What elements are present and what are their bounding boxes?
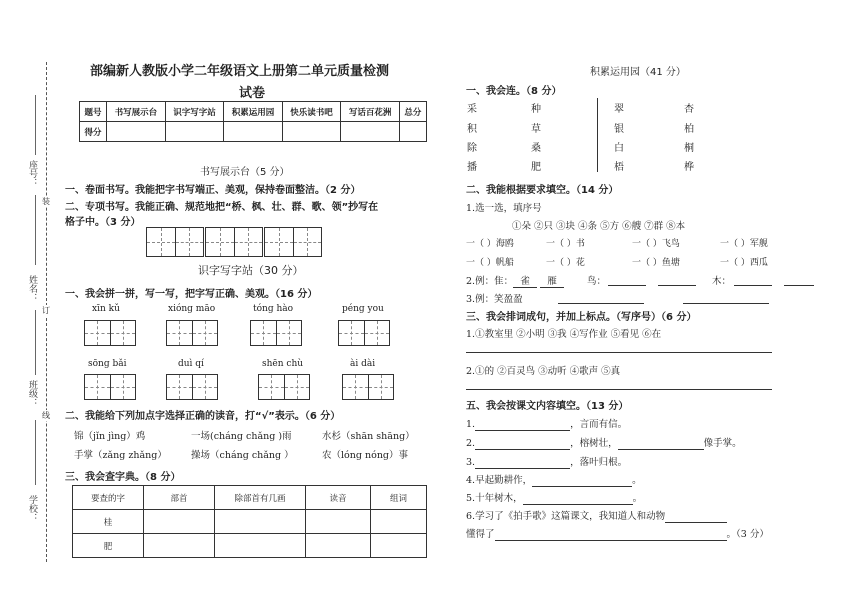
fill-blank[interactable]: 一（ ）鱼塘: [632, 258, 680, 268]
answer-line[interactable]: [665, 511, 727, 523]
fill-line: [466, 490, 642, 505]
dict-cell[interactable]: [371, 510, 427, 534]
match-char[interactable]: 播: [467, 162, 477, 173]
fill-blank[interactable]: 一（ ）海鸥: [466, 239, 514, 249]
writing-grid[interactable]: [146, 227, 204, 257]
answer-line[interactable]: [523, 493, 633, 505]
match-char[interactable]: 采: [467, 104, 477, 115]
seal-char: 订: [42, 306, 50, 315]
answer-line[interactable]: [475, 419, 570, 431]
pinyin-writing-box[interactable]: [84, 320, 136, 346]
answer-line[interactable]: [532, 475, 632, 487]
bird-label: 鸟：: [587, 276, 607, 287]
item-number: 1.: [466, 419, 476, 430]
example-word: 雀: [513, 273, 537, 288]
answer-line[interactable]: [475, 457, 570, 469]
fill-blank[interactable]: 一（ ）飞鸟: [632, 239, 680, 249]
item-number: 2.: [466, 438, 476, 449]
question-text: 二、我能给下列加点字选择正确的读音，打“√”表示。（6 分）: [65, 411, 341, 422]
dict-cell[interactable]: [306, 534, 371, 558]
score-cell[interactable]: [341, 122, 400, 142]
score-header: 总分: [399, 102, 426, 122]
score-header: 书写展示台: [107, 102, 166, 122]
pinyin: tóng hào: [253, 304, 294, 314]
match-char[interactable]: 柏: [684, 124, 694, 135]
poem-text: ，言而有信。: [570, 419, 628, 430]
fill-line: [466, 454, 627, 469]
fill-line: [466, 472, 642, 487]
dict-cell[interactable]: [306, 510, 371, 534]
match-char[interactable]: 银: [614, 124, 624, 135]
pinyin: xīn kǔ: [92, 304, 120, 314]
question-text: 二、我能根据要求填空。（14 分）: [466, 185, 619, 196]
fill-blank[interactable]: 一（ ）书: [546, 239, 585, 249]
poem-text: ，榕树壮，: [570, 438, 618, 449]
score-cell[interactable]: [399, 122, 426, 142]
sub-question: [466, 273, 564, 288]
page-title-2: 试卷: [239, 86, 266, 101]
dict-header: 要查的字: [73, 486, 144, 510]
match-char[interactable]: 杏: [684, 104, 694, 115]
pinyin-writing-box[interactable]: [338, 320, 390, 346]
school-label: 学校：: [27, 495, 37, 522]
example-word: 雁: [540, 273, 564, 288]
reading-choice[interactable]: 水杉（shān shāng）: [322, 431, 415, 442]
seal-char: 线: [42, 411, 50, 420]
dictionary-table: [72, 485, 427, 558]
pinyin-writing-box[interactable]: [258, 374, 310, 400]
poem-text: 。（3 分）: [726, 529, 769, 540]
dict-header: 读音: [306, 486, 371, 510]
dict-cell[interactable]: [371, 534, 427, 558]
fill-line: [466, 435, 742, 450]
match-char[interactable]: 种: [531, 104, 541, 115]
dict-cell[interactable]: [215, 534, 306, 558]
section-title-writing: 书写展示台（5 分）: [200, 167, 290, 178]
poem-text: 6.学习了《拍手歌》这篇课文，我知道人和动物: [466, 511, 666, 522]
period: 。: [632, 493, 643, 504]
fill-line: [466, 526, 769, 541]
margin-line: [35, 95, 36, 155]
answer-line[interactable]: [495, 529, 727, 541]
margin-line: [35, 310, 36, 375]
fill-blank[interactable]: 一（ ）军舰: [720, 239, 768, 249]
match-char[interactable]: 肥: [531, 162, 541, 173]
question-text: 一、我会连。（8 分）: [466, 86, 562, 97]
score-cell[interactable]: [282, 122, 341, 142]
match-char[interactable]: 桑: [531, 143, 541, 154]
pinyin: sōng bǎi: [88, 359, 127, 369]
wood-label: 木：: [712, 276, 732, 287]
name-label: 姓名：: [27, 275, 37, 302]
reading-choice[interactable]: 农（lóng nóng）事: [322, 450, 409, 461]
match-char[interactable]: 桐: [684, 143, 694, 154]
writing-grid[interactable]: [205, 227, 263, 257]
pinyin-writing-box[interactable]: [166, 374, 218, 400]
answer-line[interactable]: [658, 285, 696, 286]
dict-char: 肥: [73, 534, 144, 558]
dict-header: 除部首有几画: [215, 486, 306, 510]
dict-cell[interactable]: [144, 510, 215, 534]
item-number: 3.: [466, 457, 476, 468]
poem-text: 5.十年树木，: [466, 493, 523, 504]
score-header: 快乐读书吧: [282, 102, 341, 122]
question-text: 二、专项书写。我能正确、规范地把“桥、枫、壮、群、歌、领”抄写在: [65, 202, 379, 213]
answer-line[interactable]: [618, 438, 704, 450]
answer-line[interactable]: [683, 303, 769, 304]
pinyin-writing-box[interactable]: [342, 374, 394, 400]
match-char[interactable]: 梧: [614, 162, 624, 173]
margin-line: [35, 420, 36, 485]
sentence-words: 2.①的 ②百灵鸟 ③动听 ④歌声 ⑤真: [466, 366, 621, 377]
question-text: 三、我会排词成句，并加上标点。（写序号）（6 分）: [466, 312, 697, 323]
answer-line[interactable]: [466, 389, 772, 390]
period: 。: [632, 475, 642, 486]
answer-line[interactable]: [558, 303, 644, 304]
pinyin-writing-box[interactable]: [250, 320, 302, 346]
answer-line[interactable]: [784, 285, 814, 286]
reading-choice[interactable]: 一场(cháng chǎng )雨: [191, 431, 292, 442]
section-title-literacy: 识字写字站（30 分）: [198, 264, 304, 277]
score-header: 题号: [80, 102, 107, 122]
question-text: 五、我会按课文内容填空。（13 分）: [466, 401, 629, 412]
score-row-label: 得分: [80, 122, 107, 142]
match-char[interactable]: 草: [531, 124, 541, 135]
fill-line: [466, 508, 727, 523]
answer-line[interactable]: [466, 352, 772, 353]
reading-choice[interactable]: 操场（cháng chǎng ）: [191, 450, 294, 461]
dict-cell[interactable]: [144, 534, 215, 558]
score-table: [79, 101, 427, 142]
fill-blank[interactable]: 一（ ）西瓜: [720, 258, 768, 268]
seat-label: 座号：: [27, 160, 37, 187]
pinyin: shēn chù: [262, 359, 304, 369]
page-title: 部编新人教版小学二年级语文上册第二单元质量检测: [90, 64, 390, 79]
match-char[interactable]: 白: [614, 143, 624, 154]
pinyin-writing-box[interactable]: [166, 320, 218, 346]
question-text: 格子中。（3 分）: [65, 217, 141, 228]
score-header: 积累运用园: [224, 102, 283, 122]
answer-line[interactable]: [475, 438, 570, 450]
writing-grid[interactable]: [264, 227, 322, 257]
sentence-words: 1.①教室里 ②小明 ③我 ④写作业 ⑤看见 ⑥在: [466, 329, 662, 340]
dict-char: 桂: [73, 510, 144, 534]
pinyin: duì qí: [178, 359, 204, 369]
match-char[interactable]: 桦: [684, 162, 694, 173]
option-list: ①朵 ②只 ③块 ④条 ⑤方 ⑥艘 ⑦群 ⑧本: [512, 221, 686, 232]
match-divider: [597, 98, 598, 172]
sub-question: 3.例：笑盈盈: [466, 294, 523, 305]
score-cell[interactable]: [107, 122, 166, 142]
margin-line: [35, 195, 36, 265]
reading-choice[interactable]: 手掌（zǎng zhǎng）: [74, 450, 167, 461]
fill-blank[interactable]: 一（ ）帆船: [466, 258, 514, 268]
fill-blank[interactable]: 一（ ）花: [546, 258, 585, 268]
section-title-accumulation: 积累运用园（41 分）: [590, 67, 686, 78]
score-header: 识字写字站: [165, 102, 224, 122]
dict-header: 部首: [144, 486, 215, 510]
pinyin: ài dài: [350, 359, 376, 369]
question-text: 一、卷面书写。我能把字书写端正、美观，保持卷面整洁。（2 分）: [65, 185, 361, 196]
score-cell[interactable]: [224, 122, 283, 142]
seal-char: 装: [42, 197, 50, 206]
poem-text: 像手掌。: [703, 438, 742, 449]
score-cell[interactable]: [165, 122, 224, 142]
match-char[interactable]: 积: [467, 124, 477, 135]
sub-question: 1.选一选，填序号: [466, 203, 542, 214]
example-label: 2.例：隹：: [466, 276, 514, 287]
match-char[interactable]: 翠: [614, 104, 624, 115]
dict-cell[interactable]: [215, 510, 306, 534]
answer-line[interactable]: [608, 285, 646, 286]
question-text: 一、我会拼一拼，写一写，把字写正确、美观。（16 分）: [65, 289, 318, 300]
score-header: 写话百花洲: [341, 102, 400, 122]
dict-header: 组词: [371, 486, 427, 510]
match-char[interactable]: 除: [467, 143, 477, 154]
class-label: 班级：: [27, 380, 37, 407]
pinyin: xióng māo: [168, 304, 216, 314]
pinyin: péng you: [342, 304, 384, 314]
pinyin-writing-box[interactable]: [84, 374, 136, 400]
fill-line: [466, 416, 627, 431]
poem-text: 懂得了: [466, 529, 495, 540]
reading-choice[interactable]: 锦（jǐn jìng）鸡: [74, 431, 146, 442]
question-text: 三、我会查字典。（8 分）: [65, 472, 181, 483]
answer-line[interactable]: [734, 285, 772, 286]
poem-text: 4.早起勤耕作，: [466, 475, 533, 486]
poem-text: ，落叶归根。: [570, 457, 628, 468]
